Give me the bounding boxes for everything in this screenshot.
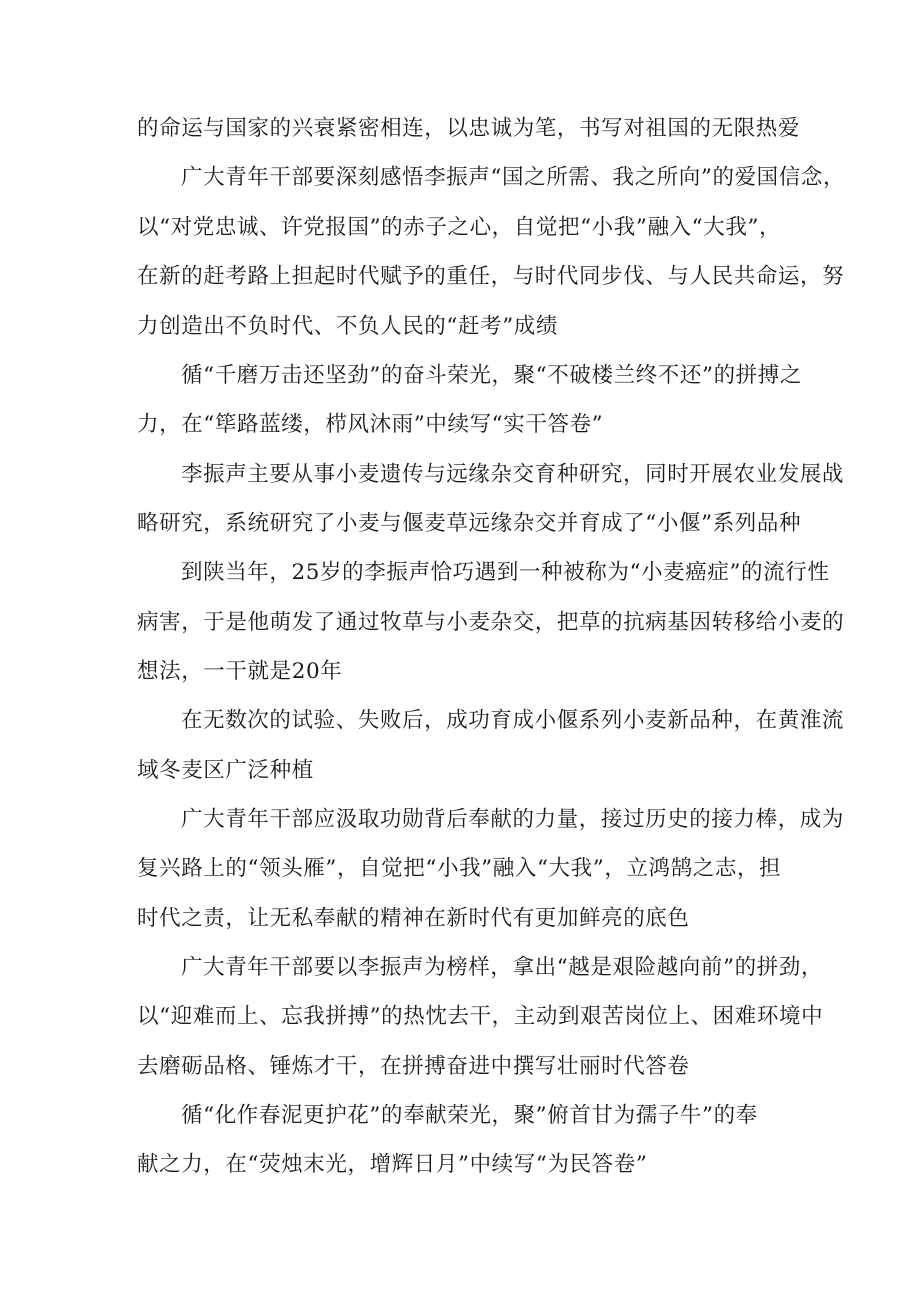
paragraph-first-line: 广大青年干部要深刻感悟李振声“国之所需、我之所向”的爱国信念， [181, 165, 846, 190]
text-line: 域冬麦区广泛种植 [137, 758, 314, 783]
paragraph-first-line: 在无数次的试验、失败后，成功育成小偃系列小麦新品种，在黄淮流 [181, 708, 845, 733]
paragraph-first-line: 循“千磨万击还坚劲”的奋斗荣光，聚“不破楼兰终不还”的拼搏之 [181, 363, 802, 388]
paragraph-first-line: 李振声主要从事小麦遗传与远缘杂交育种研究，同时开展农业发展战 [181, 462, 845, 487]
text-line: 病害，于是他萌发了通过牧草与小麦杂交，把草的抗病基因转移给小麦的 [137, 610, 845, 635]
text-line: 想法，一干就是20年 [137, 659, 343, 684]
text-line: 在新的赶考路上担起时代赋予的重任，与时代同步伐、与人民共命运，努 [137, 264, 845, 289]
text-line: 的命运与国家的兴衰紧密相连，以忠诚为笔，书写对祖国的无限热爱 [137, 116, 801, 141]
text-line: 以“迎难而上、忘我拼搏”的热忱去干，主动到艰苦岗位上、困难环境中 [137, 1004, 824, 1029]
paragraph-first-line: 到陕当年，25岁的李振声恰巧遇到一种被称为“小麦癌症”的流行性 [181, 560, 830, 585]
text-line: 力创造出不负时代、不负人民的“赶考”成绩 [137, 314, 558, 339]
paragraph-first-line: 循“化作春泥更护花”的奉献荣光，聚”俯首甘为孺子牛”的奉 [181, 1103, 758, 1128]
paragraph-first-line: 广大青年干部应汲取功勋背后奉献的力量，接过历史的接力棒，成为 [181, 807, 845, 832]
text-line: 献之力，在“荧烛末光，增辉日月”中续写“为民答卷” [137, 1152, 648, 1177]
text-line: 复兴路上的“领头雁”，自觉把“小我”融入“大我”，立鸿鹄之志，担 [137, 856, 782, 881]
text-line: 以“对党忠诚、许党报国”的赤子之心，自觉把“小我”融入“大我”， [137, 215, 782, 240]
text-line: 略研究，系统研究了小麦与偃麦草远缘杂交并育成了“小偃”系列品种 [137, 511, 802, 536]
paragraph-first-line: 广大青年干部要以李振声为榜样，拿出“越是艰险越向前”的拼劲， [181, 955, 823, 980]
text-line: 力，在“筚路蓝缕，栉风沐雨”中续写“实干答卷” [137, 412, 604, 437]
text-line: 去磨砺品格、锤炼才干，在拼搏奋进中撰写壮丽时代答卷 [137, 1054, 690, 1079]
text-line: 时代之责，让无私奉献的精神在新时代有更加鲜亮的底色 [137, 906, 690, 931]
